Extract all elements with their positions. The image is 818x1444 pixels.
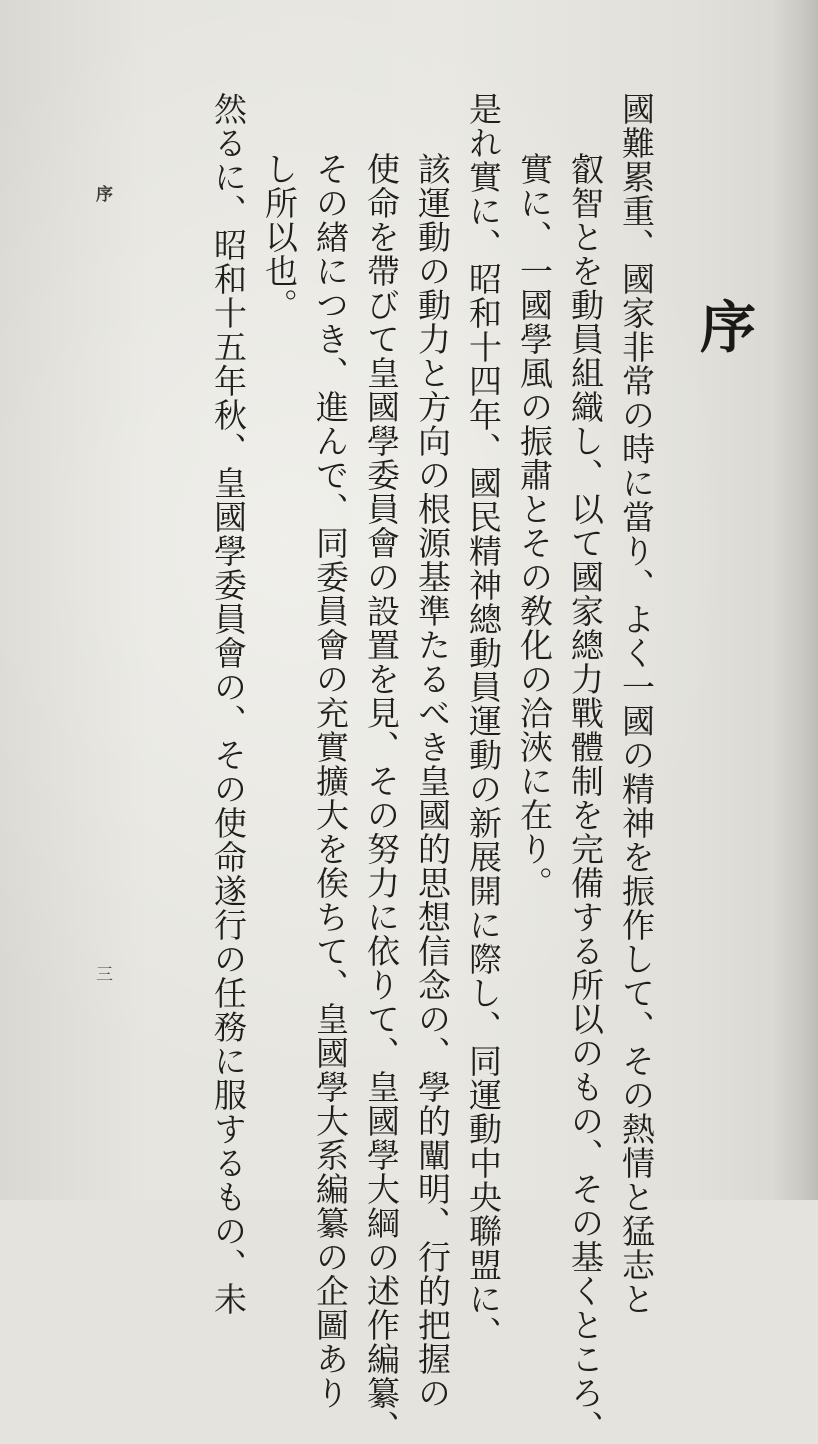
page-title: 序 bbox=[700, 295, 756, 361]
text-line: 該運動の動力と方向の根源基準たるべき皇國的思想信念の、學的闡明、行的把握の bbox=[413, 152, 452, 1410]
text-line: 叡智とを動員組織し、以て國家總力戰體制を完備する所以のもの、その基くところ、 bbox=[566, 152, 605, 1444]
text-line: 實に、一國學風の振肅とその敎化の洽浹に在り。 bbox=[515, 152, 554, 900]
text-line: 是れ實に、昭和十四年、國民精神總動員運動の新展開に際し、同運動中央聯盟に、 bbox=[464, 92, 503, 1350]
text-line: 使命を帶びて皇國學委員會の設置を見、その努力に依りて、皇國學大綱の述作編纂、 bbox=[362, 152, 401, 1444]
page-number: 三 bbox=[96, 965, 113, 985]
text-line: 國難累重、國家非常の時に當り、よく一國の精神を振作して、その熱情と猛志と bbox=[617, 92, 656, 1316]
text-line: 然るに、昭和十五年秋、皇國學委員會の、その使命遂行の任務に服するもの、未 bbox=[209, 92, 248, 1316]
page-edge-shadow bbox=[772, 0, 818, 1200]
text-line: その緖につき、進んで、同委員會の充實擴大を俟ちて、皇國學大系編纂の企圖あり bbox=[311, 152, 350, 1410]
text-line: し所以也。 bbox=[260, 152, 299, 322]
running-head: 序 bbox=[96, 185, 113, 205]
